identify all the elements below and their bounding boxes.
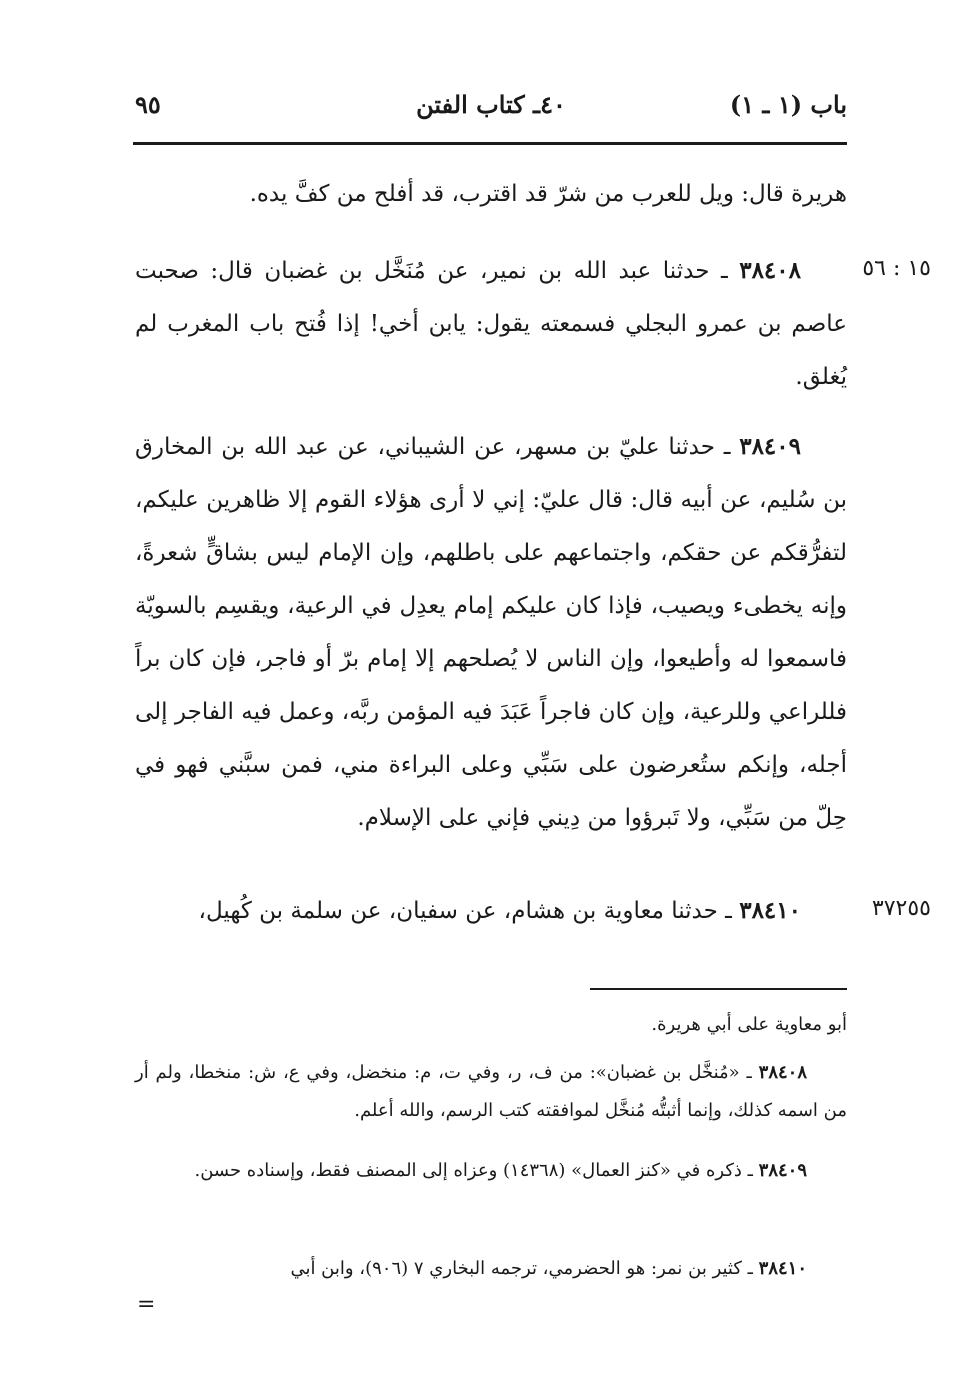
hadith-number: ٣٨٤١٠ [739, 897, 801, 924]
footnote [135, 1054, 847, 1130]
hadith-paragraph [135, 420, 847, 845]
footnote-text: ـ ذكره في «كنز العمال» (١٤٣٦٨) وعزاه إلى المصنف فقط، وإسناده حسن. [194, 1160, 759, 1181]
hadith-paragraph [135, 884, 847, 938]
header-rule [133, 142, 847, 145]
hadith-paragraph [135, 244, 847, 404]
hadith-text: ـ حدثنا عليّ بن مسهر، عن الشيباني، عن عبد الله بن المخارق بن سُليم، عن أبيه قال: قال عليّ: إني لا أرى هؤلاء القوم إلا ظاهرين عليكم، لتفرُّقكم عن حقكم، واجتماعهم على باطلهم، وإن الإمام ليس بشاقٍّ شعرةً، وإنه يخطىء ويصيب، فإذا كان عليكم إمام يعدِل في الرعية، ويقسِم بالسويّة فاسمعوا له وأطيعوا، وإن الناس لا يُصلحهم إلا إمام برّ أو فاجر، فإن كان براً فللراعي وللرعية، وإن كان فاجراً عَبَدَ فيه المؤمن ربَّه، وعمل فيه الفاجر إلى أجله، وإنكم ستُعرضون على سَبِّي وعلى البراءة مني، فمن سبَّني فهو في حِلّ من سَبِّي، ولا تَبرؤوا من دِيني فإني على الإسلام. [135, 434, 847, 831]
hadith-number: ٣٨٤٠٩ [739, 433, 801, 460]
hadith-number: ٣٨٤٠٨ [739, 257, 801, 284]
footnote: أبو معاوية على أبي هريرة. [651, 1014, 847, 1035]
section-title: باب (١ ـ ١) [729, 90, 847, 119]
footnote-number: ٣٨٤١٠ [758, 1258, 807, 1279]
footnote-number: ٣٨٤٠٨ [758, 1062, 807, 1083]
book-title: ٤٠ـ كتاب الفتن [416, 90, 566, 119]
footnote [135, 1152, 847, 1190]
hadith-text: ـ حدثنا عبد الله بن نمير، عن مُنَخَّل بن غضبان قال: صحبت عاصم بن عمرو البجلي فسمعته يقول: يابن أخي! إذا فُتح باب المغرب لم يُغلق. [135, 258, 847, 390]
footnote [135, 1250, 847, 1288]
page-number: ٩٥ [135, 90, 161, 119]
continuation-mark: = [137, 1292, 156, 1317]
text-paragraph: هريرة قال: ويل للعرب من شرّ قد اقترب، قد أفلح من كفَّ يده. [249, 181, 847, 207]
footnote-rule [590, 988, 847, 990]
hadith-text: ـ حدثنا معاوية بن هشام، عن سفيان، عن سلمة بن كُهيل، [198, 898, 740, 924]
page-header [135, 84, 847, 128]
margin-reference: ١٥ : ٥٦ [862, 256, 931, 281]
footnote-text: ـ كثير بن نمر: هو الحضرمي، ترجمه البخاري ٧ (٩٠٦)، وابن أبي [290, 1258, 759, 1279]
footnote-text: ـ «مُنخَّل بن غضبان»: من ف، ر، وفي ت، م: منخضل، وفي ع، ش: منخطا، ولم أر من اسمه كذلك، وإنما أثبتُّه مُنخَّل لموافقته كتب الرسم، والله أعلم. [135, 1062, 847, 1121]
footnote-number: ٣٨٤٠٩ [758, 1160, 807, 1181]
margin-reference: ٣٧٢٥٥ [871, 896, 931, 921]
